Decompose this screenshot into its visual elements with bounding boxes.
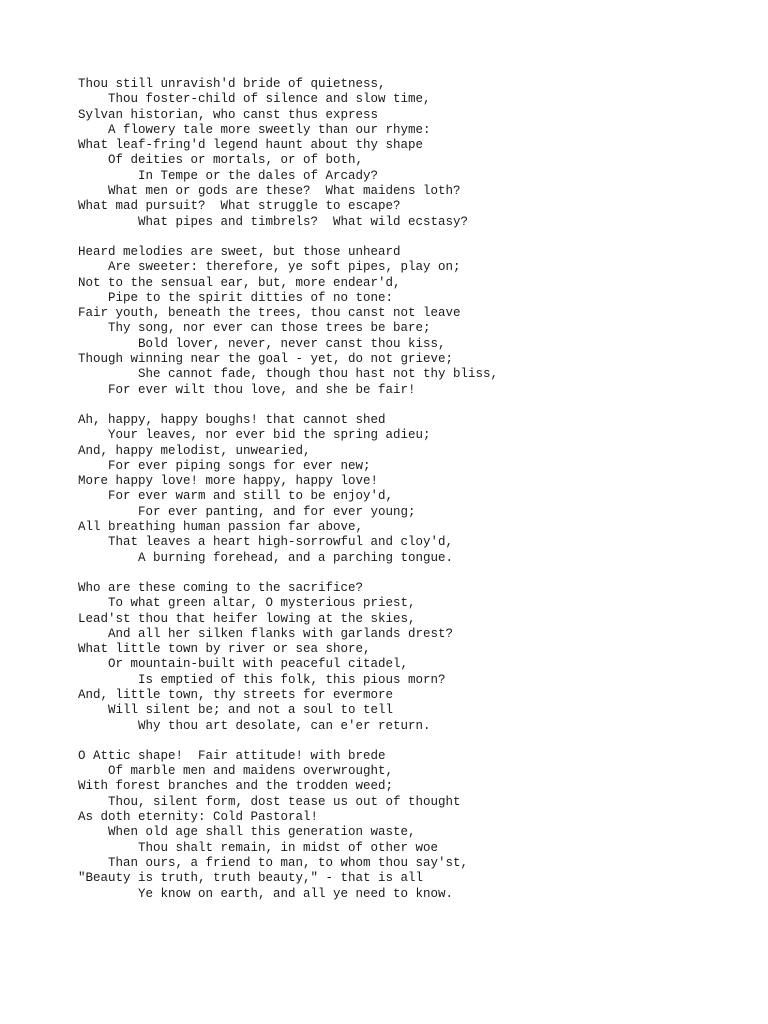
poem-line: And, happy melodist, unwearied,: [78, 443, 311, 458]
poem-line: Are sweeter: therefore, ye soft pipes, play on;: [108, 260, 461, 275]
poem-line: Of deities or mortals, or of both,: [108, 153, 364, 168]
poem-line: In Tempe or the dales of Arcady?: [138, 168, 379, 183]
poem-line: That leaves a heart high-sorrowful and cloy'd,: [108, 535, 454, 550]
poem-line: Than ours, a friend to man, to whom thou say'st,: [108, 855, 469, 870]
poem-line: Or mountain-built with peaceful citadel,: [108, 657, 409, 672]
poem-line: Thou, silent form, dost tease us out of thought: [108, 794, 461, 809]
poem-line: For ever piping songs for ever new;: [108, 458, 371, 473]
poem-line: Pipe to the spirit ditties of no tone:: [108, 290, 394, 305]
poem-line: And, little town, thy streets for evermore: [78, 687, 394, 702]
poem-line: What pipes and timbrels? What wild ecstasy?: [138, 214, 469, 229]
poem-line: "Beauty is truth, truth beauty," - that is all: [78, 871, 424, 886]
stanza: [78, 749, 498, 902]
poem-line: Lead'st thou that heifer lowing at the skies,: [78, 611, 416, 626]
poem-line: Why thou art desolate, can e'er return.: [138, 718, 431, 733]
poem-line: Is emptied of this folk, this pious morn?: [138, 672, 446, 687]
poem-line: More happy love! more happy, happy love!: [78, 474, 379, 489]
poem-line: Ye know on earth, and all ye need to know.: [138, 886, 454, 901]
stanza: [78, 77, 498, 230]
poem-line: Ah, happy, happy boughs! that cannot shed: [78, 412, 386, 427]
poem-line: Bold lover, never, never canst thou kiss,: [138, 336, 446, 351]
poem-line: Thou still unravish'd bride of quietness,: [78, 77, 386, 91]
poem-line: Thou shalt remain, in midst of other woe: [138, 840, 439, 855]
stanza: [78, 581, 498, 734]
stanza: [78, 413, 498, 566]
poem-line: For ever panting, and for ever young;: [138, 504, 416, 519]
poem-line: Fair youth, beneath the trees, thou canst not leave: [78, 306, 461, 321]
poem: [78, 77, 498, 917]
poem-line: With forest branches and the trodden weed;: [78, 779, 394, 794]
poem-line: To what green altar, O mysterious priest,: [108, 596, 416, 611]
poem-line: A burning forehead, and a parching tongue.: [138, 550, 454, 565]
poem-line: Thou foster-child of silence and slow time,: [108, 92, 431, 107]
poem-line: Thy song, nor ever can those trees be bare;: [108, 321, 431, 336]
poem-line: What little town by river or sea shore,: [78, 642, 371, 657]
poem-line: As doth eternity: Cold Pastoral!: [78, 810, 319, 825]
poem-line: What mad pursuit? What struggle to escape?: [78, 199, 401, 214]
poem-line: Heard melodies are sweet, but those unheard: [78, 244, 401, 259]
poem-line: For ever warm and still to be enjoy'd,: [108, 489, 394, 504]
poem-line: Though winning near the goal - yet, do not grieve;: [78, 352, 454, 367]
poem-line: Who are these coming to the sacrifice?: [78, 580, 364, 595]
poem-line: What leaf-fring'd legend haunt about thy shape: [78, 138, 424, 153]
poem-line: For ever wilt thou love, and she be fair!: [108, 382, 416, 397]
poem-line: Your leaves, nor ever bid the spring adieu;: [108, 428, 431, 443]
poem-line: And all her silken flanks with garlands drest?: [108, 626, 454, 641]
poem-line: All breathing human passion far above,: [78, 520, 364, 535]
poem-line: When old age shall this generation waste,: [108, 825, 416, 840]
poem-line: She cannot fade, though thou hast not thy bliss,: [138, 367, 499, 382]
poem-line: Sylvan historian, who canst thus express: [78, 107, 379, 122]
poem-line: Will silent be; and not a soul to tell: [108, 703, 394, 718]
poem-line: A flowery tale more sweetly than our rhyme:: [108, 122, 431, 137]
poem-line: O Attic shape! Fair attitude! with brede: [78, 748, 386, 763]
stanza: [78, 245, 498, 398]
poem-line: Not to the sensual ear, but, more endear'd,: [78, 275, 401, 290]
poem-line: Of marble men and maidens overwrought,: [108, 764, 394, 779]
poem-line: What men or gods are these? What maidens loth?: [108, 184, 461, 199]
